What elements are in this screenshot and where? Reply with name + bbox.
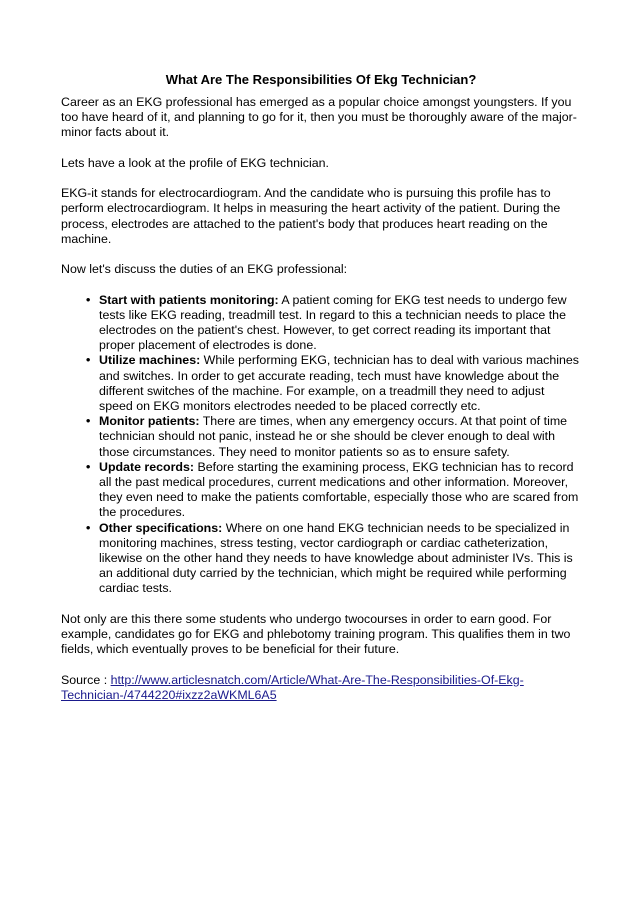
source-line bbox=[61, 673, 581, 703]
bullet-icon: • bbox=[86, 292, 91, 307]
duty-lead: Start with patients monitoring: bbox=[99, 292, 279, 307]
source-link[interactable]: http://www.articlesnatch.com/Article/What-Are-The-Responsibilities-Of-Ekg-Technician-/4744220#ixzz2aWKML6A5 bbox=[61, 672, 524, 702]
duties-list bbox=[61, 293, 581, 597]
duty-lead: Monitor patients: bbox=[99, 414, 200, 429]
duty-lead: Other specifications: bbox=[99, 520, 223, 535]
source-label: Source : bbox=[61, 672, 111, 687]
bullet-icon: • bbox=[86, 414, 91, 429]
duty-text: A patient coming for EKG test needs to undergo few tests like EKG reading, treadmill test. In regard to this a technician needs to place the electrodes on the patient's chest. However, to get correct reading its important that proper placement of electrodes is done. bbox=[99, 292, 567, 353]
intro-paragraph: Career as an EKG professional has emerged as a popular choice amongst youngsters. If you too have heard of it, and planning to go for it, then you must be thoroughly aware of the major-minor facts about it. bbox=[61, 95, 577, 140]
list-item bbox=[86, 414, 581, 460]
list-item bbox=[86, 459, 581, 521]
document-title: What Are The Responsibilities Of Ekg Technician? bbox=[165, 72, 477, 87]
list-item bbox=[86, 292, 581, 354]
duty-lead: Update records: bbox=[99, 459, 195, 474]
bullet-icon: • bbox=[86, 459, 91, 474]
duty-text: Before starting the examining process, EKG technician has to record all the past medical procedures, current medications and other information. Moreover, they even need to make the patients comfortable, especially those who are scared from the procedures. bbox=[99, 459, 579, 520]
duties-intro-paragraph: Now let's discuss the duties of an EKG professional: bbox=[61, 262, 348, 277]
conclusion-paragraph: Not only are this there some students who undergo twocourses in order to earn good. For example, candidates go for EKG and phlebotomy training program. This qualifies them in two fields, which eventually proves to be beneficial for their future. bbox=[61, 611, 571, 657]
document-page bbox=[61, 72, 581, 718]
duty-text: There are times, when any emergency occurs. At that point of time technician should not panic, instead he or she should be clever enough to deal with those circumstances. They need to monitor patients so as to ensure safety. bbox=[99, 414, 568, 459]
duty-lead: Utilize machines: bbox=[99, 353, 201, 368]
duty-text: While performing EKG, technician has to deal with various machines and switches. In order to get accurate reading, tech must have knowledge about the different switches of the machine. For example, on a treadmill they need to adjust speed on EKG monitors electrodes needed to be placed correctly etc. bbox=[99, 353, 579, 413]
profile-paragraph: Lets have a look at the profile of EKG technician. bbox=[61, 155, 329, 170]
definition-paragraph: EKG-it stands for electrocardiogram. And the candidate who is pursuing this profile has to perform electrocardiogram. It helps in measuring the heart activity of the patient. During the process, electrodes are attached to the patient's body that produces heart reading on the machine. bbox=[61, 186, 561, 246]
list-item bbox=[86, 520, 581, 597]
duty-text: Where on one hand EKG technician needs to be specialized in monitoring machines, stress testing, vector cardiograph or cardiac catheterization, likewise on the other hand they needs to have knowledge about administer IVs. This is an additional duty carried by the technician, which might be required while performing cardiac tests. bbox=[99, 520, 573, 596]
list-item bbox=[86, 353, 581, 414]
bullet-icon: • bbox=[86, 520, 91, 535]
bullet-icon: • bbox=[86, 353, 91, 368]
